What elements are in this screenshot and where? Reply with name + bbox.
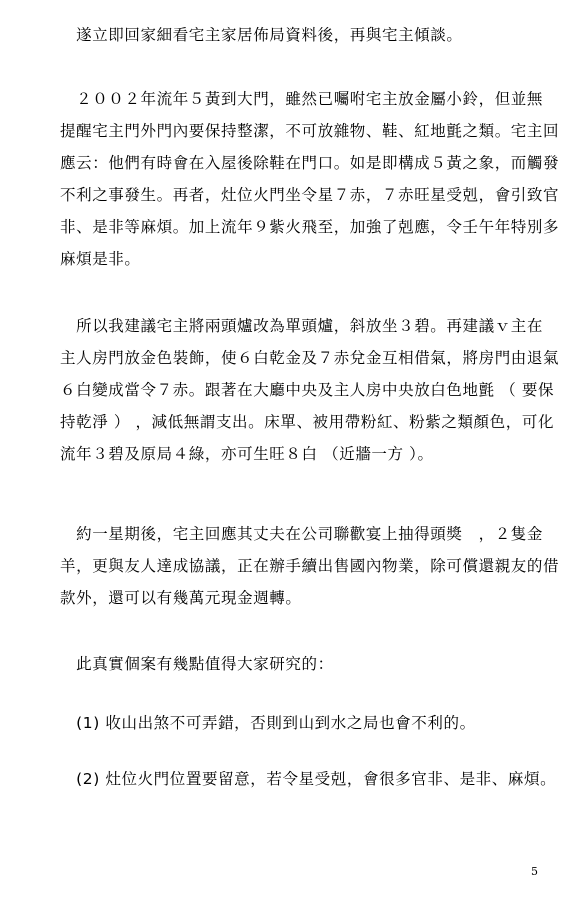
list-item-2 [60,763,557,795]
text-line: 羊，更與友人達成協議，正在辦手續出售國內物業，除可償還親友的借 [60,557,560,575]
text-line: 麻煩是非。 [60,250,141,268]
text-line: 流年３碧及原局４綠，亦可生旺８白 （近牆一方 ）。 [60,445,434,463]
text-line: (1) 收山出煞不可弄錯，否則到山到水之局也會不利的。 [60,714,476,732]
text-line: 遂立即回家細看宅主家居佈局資料後，再與宅主傾談。 [60,26,463,44]
paragraph-annual-star [60,83,560,275]
text-line: 非、是非等麻煩。加上流年９紫火飛至，加強了剋應，令壬午年特別多 [60,218,560,236]
text-line: 提醒宅主門外門內要保持整潔，不可放雜物、鞋、紅地氈之類。宅主回 [60,122,560,140]
text-line: 款外，還可以有幾萬元現金週轉。 [60,589,302,607]
text-line: 不利之事發生。再者，灶位火門坐令星７赤，７赤旺星受剋，會引致官 [60,186,560,204]
paragraph-outcome [60,518,560,614]
text-line: 約一星期後，宅主回應其丈夫在公司聯歡宴上抽得頭獎 ，２隻金 [60,525,544,543]
text-line: 應云：他們有時會在入屋後除鞋在門口。如是即構成５黃之象，而觸發 [60,154,560,172]
text-line: 持乾淨 ） ，減低無謂支出。床單、被用帶粉紅、粉紫之類顏色，可化 [60,413,555,431]
text-line: ２００２年流年５黃到大門，雖然已囑咐宅主放金屬小鈴，但並無 [60,90,544,108]
list-item-1 [60,707,530,739]
paragraph-return-home [60,19,530,51]
text-line: ６白變成當令７赤。跟著在大廳中央及主人房中央放白色地氈 （ 要保 [60,381,555,399]
text-line: (2) 灶位火門位置要留意，若令星受剋，會很多官非、是非、麻煩。 [60,770,557,788]
text-line: 所以我建議宅主將兩頭爐改為單頭爐，斜放坐３碧。再建議ｖ主在 [60,317,544,335]
paragraph-summary-intro [60,648,530,680]
text-line: 主人房門放金色裝飾，使６白乾金及７赤兌金互相借氣，將房門由退氣 [60,349,560,367]
paragraph-recommendation [60,310,560,470]
page-number: 5 [531,865,538,878]
text-line: 此真實個案有幾點值得大家研究的： [60,655,334,673]
